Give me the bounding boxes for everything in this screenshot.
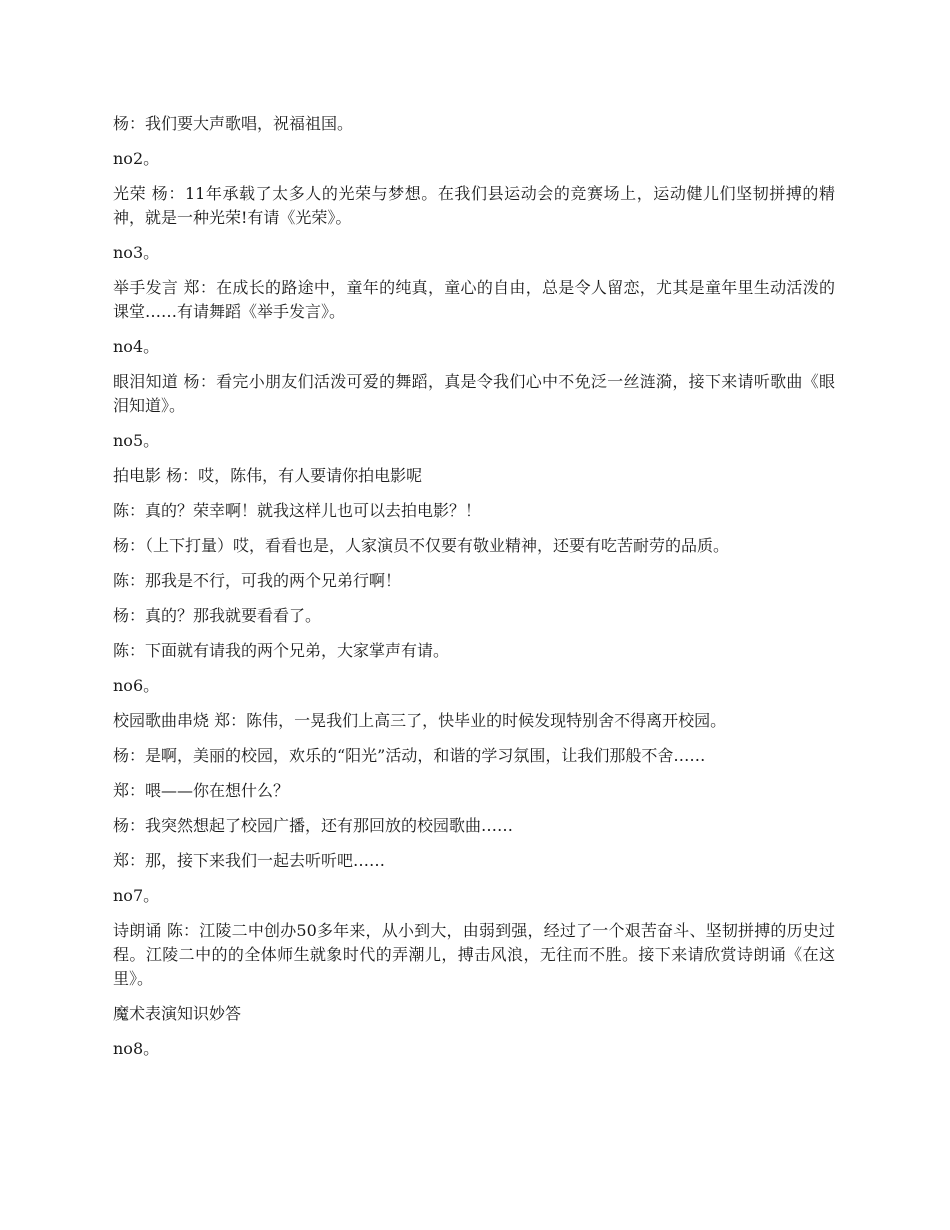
dialogue-line: 陈：真的？荣幸啊！就我这样儿也可以去拍电影？！ bbox=[113, 501, 482, 520]
paragraph-1: 杨：我们要大声歌唱，祝福祖国。 bbox=[113, 114, 354, 133]
section-marker-no5: no5。 bbox=[113, 431, 160, 450]
paragraph-moshu-biaoyan: 魔术表演知识妙答 bbox=[113, 1004, 242, 1023]
dialogue-line: 杨：（上下打量）哎，看看也是，人家演员不仅要有敬业精神，还要有吃苦耐劳的品质。 bbox=[113, 536, 730, 555]
paragraph-jushou-fayan: 举手发言 郑：在成长的路途中，童年的纯真，童心的自由，总是令人留恋，尤其是童年里生动活泼的课堂……有请舞蹈《举手发言》。 bbox=[113, 278, 835, 321]
document-page bbox=[113, 112, 835, 1072]
section-marker-no7: no7。 bbox=[113, 886, 160, 905]
dialogue-line: 杨：真的？那我就要看看了。 bbox=[113, 606, 322, 625]
paragraph-shi-langsong: 诗朗诵 陈：江陵二中创办50多年来，从小到大，由弱到强，经过了一个艰苦奋斗、坚韧拼搏的历史过程。江陵二中的的全体师生就象时代的弄潮儿，搏击风浪，无往而不胜。接下来请欣赏诗朗诵《在这里》。 bbox=[113, 921, 835, 988]
dialogue-line: 杨：是啊，美丽的校园，欢乐的“阳光”活动，和谐的学习氛围，让我们那般不舍…… bbox=[113, 746, 706, 765]
paragraph-guangrong: 光荣 杨：11年承载了太多人的光荣与梦想。在我们县运动会的竞赛场上，运动健儿们坚韧拼搏的精神，就是一种光荣!有请《光荣》。 bbox=[113, 184, 835, 227]
dialogue-line: 杨：我突然想起了校园广播，还有那回放的校园歌曲…… bbox=[113, 816, 514, 835]
dialogue-line: 校园歌曲串烧 郑：陈伟，一晃我们上高三了，快毕业的时候发现特别舍不得离开校园。 bbox=[113, 711, 727, 730]
section-marker-no6: no6。 bbox=[113, 676, 160, 695]
section-marker-no2: no2。 bbox=[113, 149, 160, 168]
dialogue-line: 陈：下面就有请我的两个兄弟，大家掌声有请。 bbox=[113, 641, 450, 660]
dialogue-line: 郑：那，接下来我们一起去听听吧…… bbox=[113, 851, 386, 870]
paragraph-yanlei-zhidao: 眼泪知道 杨：看完小朋友们活泼可爱的舞蹈，真是令我们心中不免泛一丝涟漪，接下来请听歌曲《眼泪知道》。 bbox=[113, 372, 835, 415]
section-marker-no4: no4。 bbox=[113, 337, 160, 356]
section-marker-no3: no3。 bbox=[113, 243, 160, 262]
dialogue-line: 陈：那我是不行，可我的两个兄弟行啊！ bbox=[113, 571, 402, 590]
dialogue-line: 郑：喂——你在想什么？ bbox=[113, 781, 290, 800]
dialogue-line: 拍电影 杨：哎，陈伟，有人要请你拍电影呢 bbox=[113, 466, 423, 485]
section-marker-no8: no8。 bbox=[113, 1039, 160, 1058]
